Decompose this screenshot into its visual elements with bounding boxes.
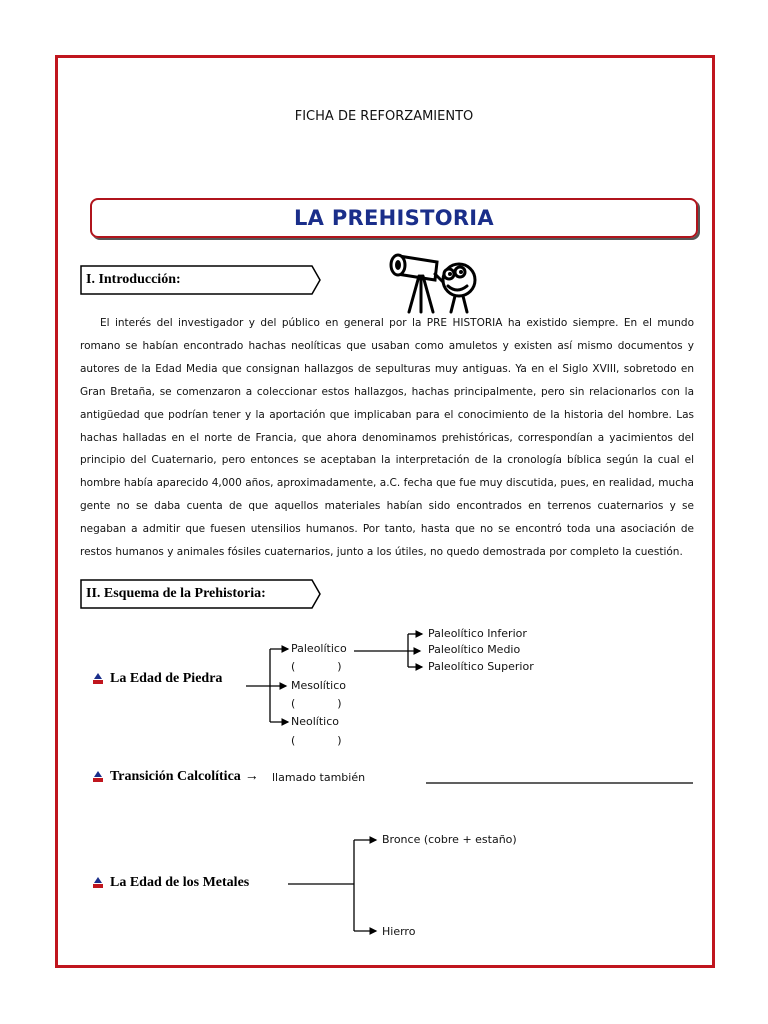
blank-neolitico: ( ) — [291, 734, 342, 747]
right-arrow-icon: → — [244, 769, 259, 784]
sub-paleolitico-superior: Paleolítico Superior — [428, 660, 534, 673]
metal-hierro: Hierro — [382, 925, 416, 938]
bullet-arrow-icon — [92, 771, 104, 783]
metal-bronce: Bronce (cobre + estaño) — [382, 833, 517, 846]
edad-piedra-label: La Edad de Piedra — [92, 671, 222, 687]
page-title: LA PREHISTORIA — [294, 206, 494, 230]
section-heading-label: II. Esquema de la Prehistoria: — [86, 586, 266, 601]
blank-mesolitico: ( ) — [291, 697, 342, 710]
intro-paragraph: El interés del investigador y del público en general por la PRE HISTORIA ha existido siempre. En el mundo romano se habían encontrado hachas neolíticas que usaban como amuletos y existen así mismo documentos y autores de la Edad Media que consignan hallazgos de sepulturas muy antiguas. Ya en el Siglo XVIII, sobretodo en Gran Bretaña, se comenzaron a coleccionar estos hallazgos, hachas principalmente, pero sin relacionarlos con la antigüedad que podrían tener y la aportación que implicaban para el conocimiento de la historia del hombre. Las hachas halladas en el norte de Francia, que ahora denominamos prehistóricas, correspondían a yacimientos del principio del Cuaternario, pero entonces se aceptaban la interpretación de la cronología bíblica según la cual el hombre había aparecido 4,000 años, aproximadamente, a.C. fecha que fue muy discutida, pues, en realidad, mucha gente no se daba cuenta de que aquellos materiales habían sido encontrados en terrenos cuaternarios y se negaban a admitir que fuesen utensilios humanos. Por tanto, hasta que no se encontró toda una asociación de restos humanos y animales fósiles cuaternarios, junto a los útiles, no quedo demostrada por completo la cuestión. — [80, 317, 694, 559]
blank-paleolitico: ( ) — [291, 660, 342, 673]
transicion-note: llamado también — [272, 771, 366, 784]
bullet-arrow-icon — [92, 673, 104, 685]
worksheet-label: FICHA DE REFORZAMIENTO — [294, 109, 474, 124]
period-paleolitico: Paleolítico — [291, 642, 347, 655]
bullet-arrow-icon — [92, 877, 104, 889]
section-heading-label: I. Introducción: — [86, 272, 181, 287]
sub-paleolitico-medio: Paleolítico Medio — [428, 643, 521, 656]
sub-paleolitico-inferior: Paleolítico Inferior — [428, 627, 527, 640]
edad-metales-label: La Edad de los Metales — [92, 875, 249, 891]
period-neolitico: Neolítico — [291, 715, 339, 728]
period-mesolitico: Mesolítico — [291, 679, 346, 692]
transicion-label: Transición Calcolítica → — [92, 769, 259, 785]
